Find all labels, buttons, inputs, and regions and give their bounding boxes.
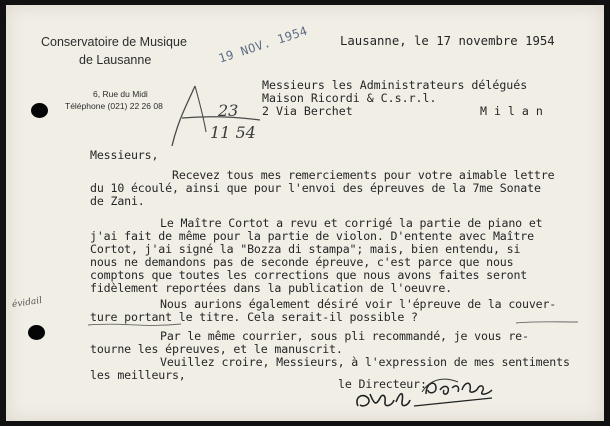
pencil-annotation-strokes — [160, 80, 270, 160]
letterhead-phone: Téléphone (021) 22 26 08 — [65, 101, 163, 111]
body-line: fidèlement reportées dans la publication de l'oeuvre. — [90, 281, 452, 295]
body-line: du 10 écoulé, ainsi que pour l'envoi des épreuves de la 7me Sonate — [90, 181, 541, 195]
recipient-city: M i l a n — [480, 104, 543, 118]
closing-title: le Directeur: — [338, 377, 427, 391]
body-line: j'ai fait de même pour la partie de violon. D'entente avec Maître — [90, 229, 534, 243]
body-line: comptons que toutes les corrections que nous avons faites seront — [90, 268, 528, 282]
salutation: Messieurs, — [90, 148, 159, 162]
margin-note: évidail — [11, 295, 43, 311]
body-line: Cortot, j'ai signé la "Bozza di stampa"; mais, bien entendu, si — [90, 242, 521, 256]
pencil-note-top: 23 — [218, 101, 239, 120]
body-line: Nous aurions également désiré voir l'épreuve de la couver- — [160, 297, 557, 311]
body-line: Par le même courrier, sous pli recommandé, je vous re- — [160, 329, 529, 343]
punch-hole-top — [31, 103, 48, 118]
recipient-line-1: Messieurs les Administrateurs délégués — [262, 78, 528, 92]
body-line: Le Maître Cortot a revu et corrigé la partie de piano et — [160, 216, 543, 230]
received-stamp: 19 NOV. 1954 — [216, 23, 310, 66]
body-line: ture portant le titre. Cela serait-il possible ? — [90, 310, 418, 324]
body-line: Veuillez croire, Messieurs, à l'expression de mes sentiments — [160, 355, 570, 369]
pencil-underline — [86, 321, 586, 329]
letterhead-city: de Lausanne — [79, 53, 152, 67]
letter-date: Lausanne, le 17 novembre 1954 — [340, 34, 555, 48]
body-line: tourne les épreuves, et le manuscrit. — [90, 342, 343, 356]
recipient-line-2: Maison Ricordi & C.s.r.l. — [262, 91, 437, 105]
handwritten-signature — [352, 372, 502, 416]
punch-hole-bottom — [28, 325, 45, 340]
letterhead-institution: Conservatoire de Musique — [41, 35, 187, 49]
body-line: Recevez tous mes remerciements pour votre aimable lettre — [172, 168, 555, 182]
pencil-note-bottom: 11 54 — [210, 123, 256, 142]
recipient-line-3: 2 Via Berchet — [262, 104, 353, 118]
body-line: nous ne demandons pas de seconde épreuve, c'est parce que nous — [90, 255, 514, 269]
body-line: de Zani. — [90, 194, 145, 208]
body-line: les meilleurs, — [90, 368, 186, 382]
letterhead-address: 6, Rue du Midi — [93, 89, 148, 99]
